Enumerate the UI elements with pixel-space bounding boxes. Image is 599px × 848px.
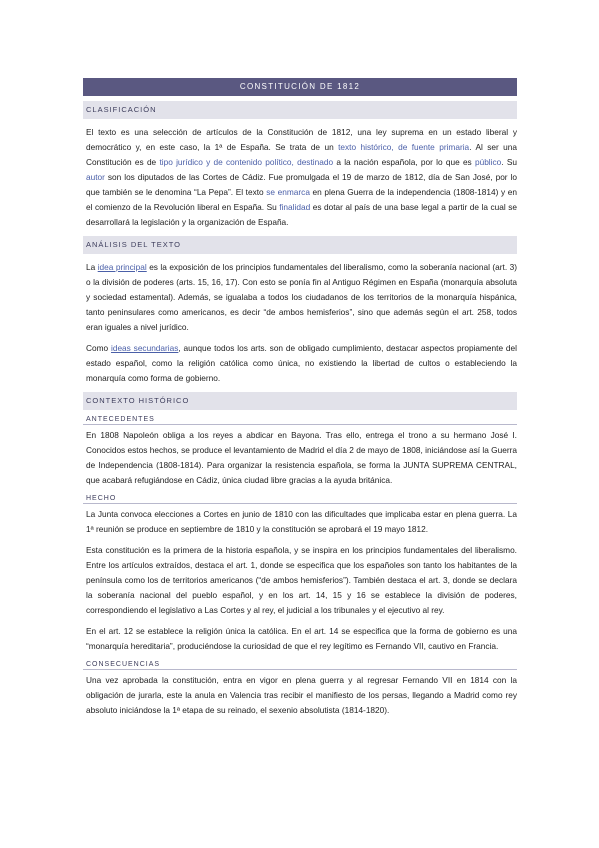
clasificacion-paragraph [83, 125, 517, 230]
text-run: , aunque todos los arts. son de obligado cumplimiento, destacar aspectos propiamente del estado español, como la religión católica como única, no existiendo la libertad de cultos o estableciendo la monarquía como forma de gobierno. [86, 343, 517, 383]
subheading-antecedentes: ANTECEDENTES [83, 413, 517, 425]
highlight-term: idea principal [97, 262, 147, 272]
highlight-term: texto histórico, de fuente primaria [338, 142, 470, 152]
hecho-paragraph-3: En el art. 12 se establece la religión única la católica. En el art. 14 se especifica que la forma de gobierno es una “monarquía hereditaria”, produciéndose la curiosidad de que el rey legítimo es Fernando VII, cautivo en Francia. [86, 626, 517, 651]
section-heading-clasificacion: CLASIFICACIÓN [83, 101, 517, 119]
hecho-paragraph-1: La Junta convoca elecciones a Cortes en junio de 1810 con las dificultades que implicaba estar en plena guerra. La 1ª reunión se produce en septiembre de 1810 y la constitución se aprobará el 19 mayo 1812. [86, 509, 517, 534]
document-title: CONSTITUCIÓN DE 1812 [83, 78, 517, 96]
antecedentes-paragraph: En 1808 Napoleón obliga a los reyes a abdicar en Bayona. Tras ello, entrega el trono a su hermano José I. Conocidos estos hechos, se produce el levantamiento de Madrid el día 2 de mayo de 1808, iniciándose así la Guerra de Independencia (1808-1814). Para organizar la resistencia española, se forma la JUNTA SUPREMA CENTRAL, que acabará refugiándose en Cádiz, única ciudad libre gracias a la ayuda británica. [86, 430, 517, 485]
subheading-consecuencias: CONSECUENCIAS [83, 658, 517, 670]
highlight-term: público [474, 157, 502, 167]
text-run: La [86, 262, 98, 272]
text-run: El texto es una selección de artículos de la Constitución de 1812, una ley suprema en un estado liberal y democrático y, en este caso, la 1ª de España. Se trata de un [86, 127, 517, 152]
highlight-term: tipo jurídico y de contenido político, destinado [159, 157, 334, 167]
text-run: son los diputados de las Cortes de Cádiz. Fue promulgada el 19 de marzo de 1812, día de San José, por lo que también se le denomina “La Pepa”. El texto [86, 172, 517, 197]
text-run: en plena Guerra de la independencia (1808-1814) y en el comienzo de la Revolución liberal en España. Su [86, 187, 517, 212]
section-heading-analisis: ANÁLISIS DEL TEXTO [83, 236, 517, 254]
highlight-term: ideas secundarias [110, 343, 179, 353]
section-heading-contexto: CONTEXTO HISTÓRICO [83, 392, 517, 410]
highlight-term: autor [86, 172, 105, 182]
analisis-paragraph-2 [83, 341, 517, 386]
highlight-term: finalidad [279, 202, 311, 212]
text-run: a la nación española, por lo que es [333, 157, 475, 167]
text-run: es dotar al país de una base legal a partir de la cual se desarrollará la legislación y la organización de España. [86, 202, 517, 227]
highlight-term: se enmarca [266, 187, 310, 197]
hecho-paragraph-2: Esta constitución es la primera de la historia española, y se inspira en los principios fundamentales del liberalismo. Entre los artículos extraídos, destaca el art. 1, donde se especifica que los españoles son tanto los habitantes de la península como los de territorios americanos (“de ambos hemisferios”). También destaca el art. 3, donde se declara la soberanía nacional del pueblo español, y en los art. 14, 15 y 16 se establece la división de poderes, correspondiendo el legislativo a Las Cortes y al rey, el judicial a los tribunales y el ejecutivo al rey. [86, 545, 517, 615]
text-run: Como [86, 343, 111, 353]
document-content [83, 78, 517, 718]
analisis-paragraph-1 [83, 260, 517, 335]
text-run: . Su [501, 157, 517, 167]
text-run: es la exposición de los principios fundamentales del liberalismo, como la soberanía nacional (art. 3) o la división de poderes (arts. 15, 16, 17). Con esto se ponía fin al Antiguo Régimen en España (monarquía absoluta y sociedad estamental). Además, se igualaba a todos los ciudadanos de los territorios de la monarquía hispánica, tanto peninsulares como americanos, es decir “de ambos hemisferios”, sino que además según el art. 258, todos eran iguales a nivel jurídico. [86, 262, 517, 332]
subheading-hecho: HECHO [83, 492, 517, 504]
consecuencias-paragraph: Una vez aprobada la constitución, entra en vigor en plena guerra y al regresar Fernando VII en 1814 con la obligación de jurarla, este la anula en Valencia tras recibir el manifiesto de los persas, llegando a Madrid como rey absoluto iniciándose la 1ª etapa de su reinado, el sexenio absolutista (1814-1820). [86, 675, 517, 715]
text-run: . Al ser una Constitución es de [86, 142, 518, 167]
